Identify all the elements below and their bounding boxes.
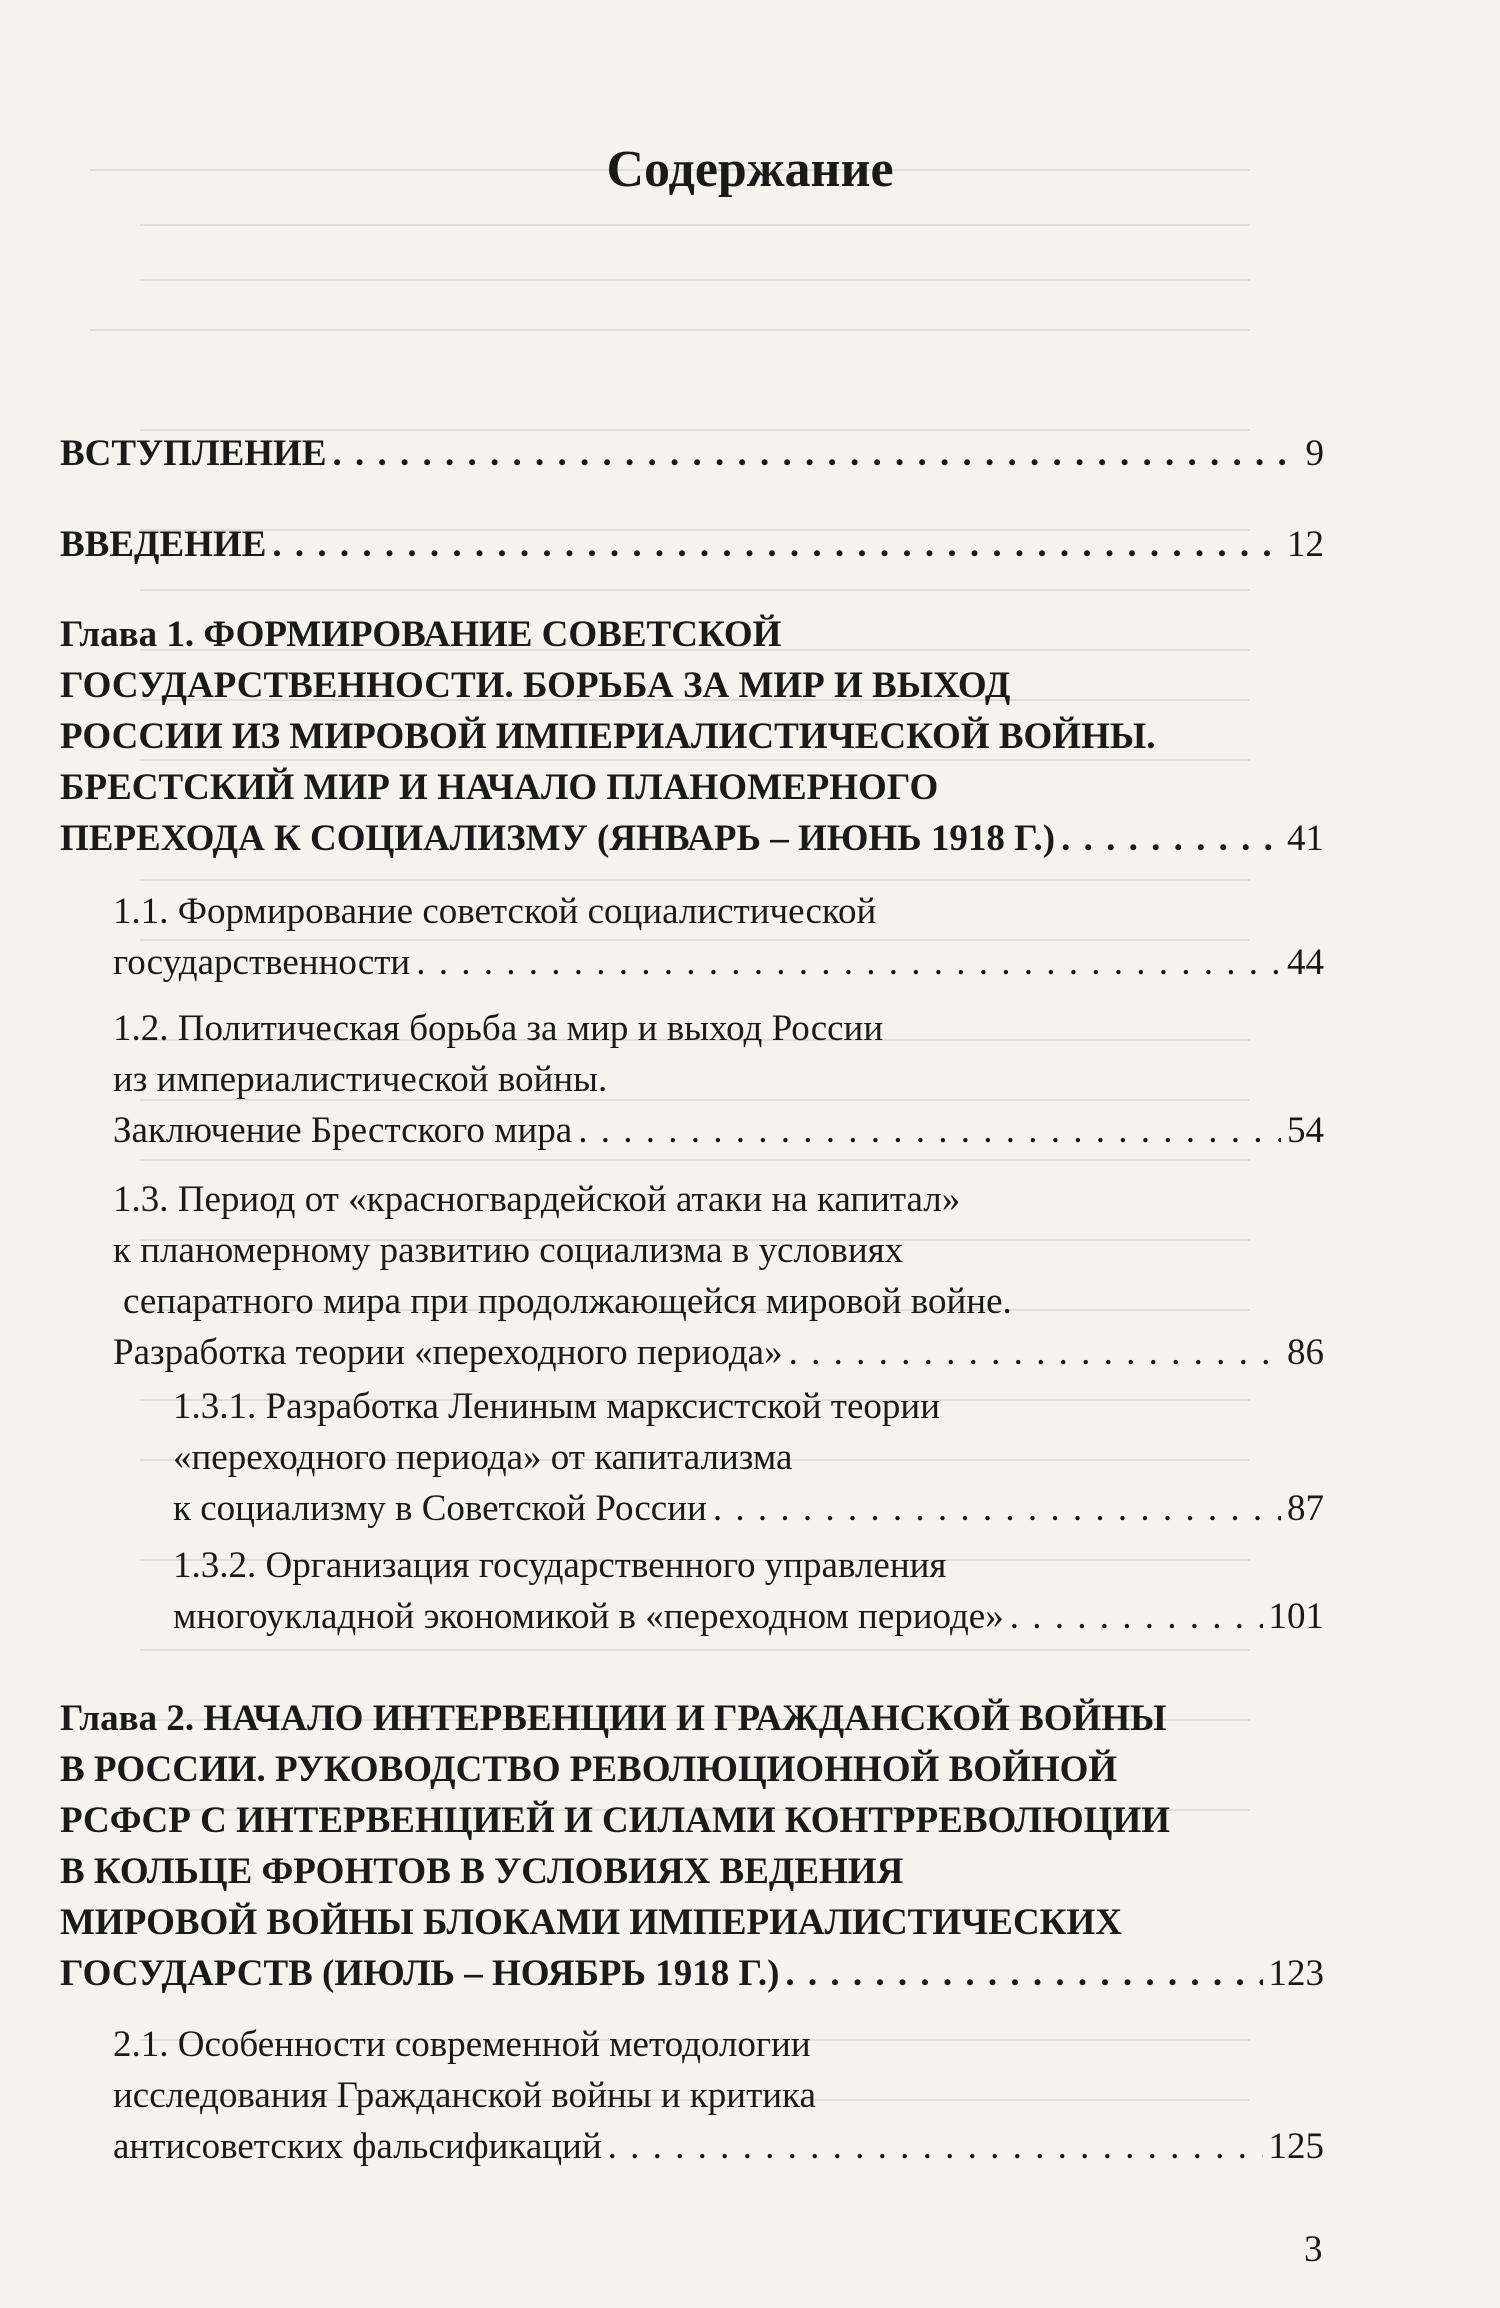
leader-dots	[272, 519, 1281, 570]
toc-entry-introduction[interactable]	[60, 428, 1324, 479]
toc-entry-text: В КОЛЬЦЕ ФРОНТОВ В УСЛОВИЯХ ВЕДЕНИЯ	[60, 1851, 904, 1892]
toc-entry-text: к планомерному развитию социализма в условиях	[113, 1230, 904, 1271]
toc-entry-chapter-2[interactable]	[60, 1693, 1324, 1999]
leader-dots	[608, 2121, 1263, 2172]
toc-entry-text: ВВЕДЕНИЕ	[60, 524, 267, 565]
toc-entry-1-3-1[interactable]	[173, 1381, 1324, 1534]
page-number: 3	[1304, 2229, 1323, 2270]
toc-entry-text: из империалистической войны.	[113, 1059, 608, 1100]
toc-entry-text: РСФСР С ИНТЕРВЕНЦИЕЙ И СИЛАМИ КОНТРРЕВОЛЮЦИИ	[60, 1800, 1170, 1841]
toc-entry-text: ВСТУПЛЕНИЕ	[60, 433, 327, 474]
toc-page-number: 12	[1287, 524, 1324, 565]
toc-entry-1-1[interactable]	[113, 886, 1324, 988]
toc-page-number: 86	[1287, 1332, 1324, 1373]
toc-page-number: 101	[1268, 1596, 1324, 1637]
toc-entry-text: Глава 2. НАЧАЛО ИНТЕРВЕНЦИИ И ГРАЖДАНСКОЙ ВОЙНЫ	[60, 1698, 1167, 1739]
toc-page-number: 87	[1287, 1488, 1324, 1529]
leader-dots	[789, 1327, 1281, 1378]
toc-page-number: 125	[1268, 2126, 1324, 2167]
toc-page-number: 44	[1287, 942, 1324, 983]
toc-entry-2-1[interactable]	[113, 2019, 1324, 2172]
toc-entry-preface[interactable]	[60, 519, 1324, 570]
toc-entry-text: государственности	[113, 942, 411, 983]
toc-entry-text: БРЕСТСКИЙ МИР И НАЧАЛО ПЛАНОМЕРНОГО	[60, 767, 939, 808]
toc-entry-text: 1.3.1. Разработка Лениным марксистской теории	[173, 1386, 940, 1427]
toc-entry-text: к социализму в Советской России	[173, 1488, 707, 1529]
toc-page-number: 9	[1305, 433, 1324, 474]
leader-dots	[1061, 813, 1281, 864]
toc-entry-1-3[interactable]	[113, 1174, 1324, 1378]
leader-dots	[333, 428, 1300, 479]
toc-entry-text: 1.2. Политическая борьба за мир и выход России	[113, 1008, 884, 1049]
toc-entry-text: Разработка теории «переходного периода»	[113, 1332, 783, 1373]
toc-page-number: 41	[1287, 818, 1324, 859]
toc-entry-1-2[interactable]	[113, 1003, 1324, 1156]
toc-entry-text: РОССИИ ИЗ МИРОВОЙ ИМПЕРИАЛИСТИЧЕСКОЙ ВОЙНЫ.	[60, 716, 1156, 757]
toc-entry-text: ГОСУДАРСТВ (ИЮЛЬ – НОЯБРЬ 1918 Г.)	[60, 1953, 780, 1994]
toc-entry-text: 2.1. Особенности современной методологии	[113, 2024, 811, 2065]
toc-entry-text: ПЕРЕХОДА К СОЦИАЛИЗМУ (ЯНВАРЬ – ИЮНЬ 1918 Г.)	[60, 818, 1056, 859]
leader-dots	[1010, 1591, 1263, 1642]
page-title: Содержание	[606, 141, 894, 198]
toc-entry-text: антисоветских фальсификаций	[113, 2126, 602, 2167]
toc-entry-text: «переходного периода» от капитализма	[173, 1437, 793, 1478]
toc-entry-text: МИРОВОЙ ВОЙНЫ БЛОКАМИ ИМПЕРИАЛИСТИЧЕСКИХ	[60, 1902, 1123, 1943]
toc-entry-chapter-1[interactable]	[60, 609, 1324, 864]
toc-entry-text: ГОСУДАРСТВЕННОСТИ. БОРЬБА ЗА МИР И ВЫХОД	[60, 665, 1011, 706]
toc-entry-text: В РОССИИ. РУКОВОДСТВО РЕВОЛЮЦИОННОЙ ВОЙНОЙ	[60, 1749, 1118, 1790]
toc-entry-text: 1.1. Формирование советской социалистической	[113, 891, 877, 932]
toc-entry-text: Глава 1. ФОРМИРОВАНИЕ СОВЕТСКОЙ	[60, 614, 782, 655]
toc-page-number: 123	[1268, 1953, 1324, 1994]
leader-dots	[578, 1105, 1281, 1156]
toc-entry-text: сепаратного мира при продолжающейся мировой войне.	[123, 1281, 1012, 1322]
leader-dots	[785, 1948, 1262, 1999]
toc-page-number: 54	[1287, 1110, 1324, 1151]
toc-entry-text: многоукладной экономикой в «переходном периоде»	[173, 1596, 1004, 1637]
leader-dots	[416, 937, 1281, 988]
toc-entry-text: исследования Гражданской войны и критика	[113, 2075, 816, 2116]
toc-entry-text: 1.3. Период от «красногвардейской атаки на капитал»	[113, 1179, 961, 1220]
toc-entry-1-3-2[interactable]	[173, 1540, 1324, 1642]
leader-dots	[713, 1483, 1281, 1534]
toc-entry-text: 1.3.2. Организация государственного управления	[173, 1545, 947, 1586]
toc-entry-text: Заключение Брестского мира	[113, 1110, 573, 1151]
